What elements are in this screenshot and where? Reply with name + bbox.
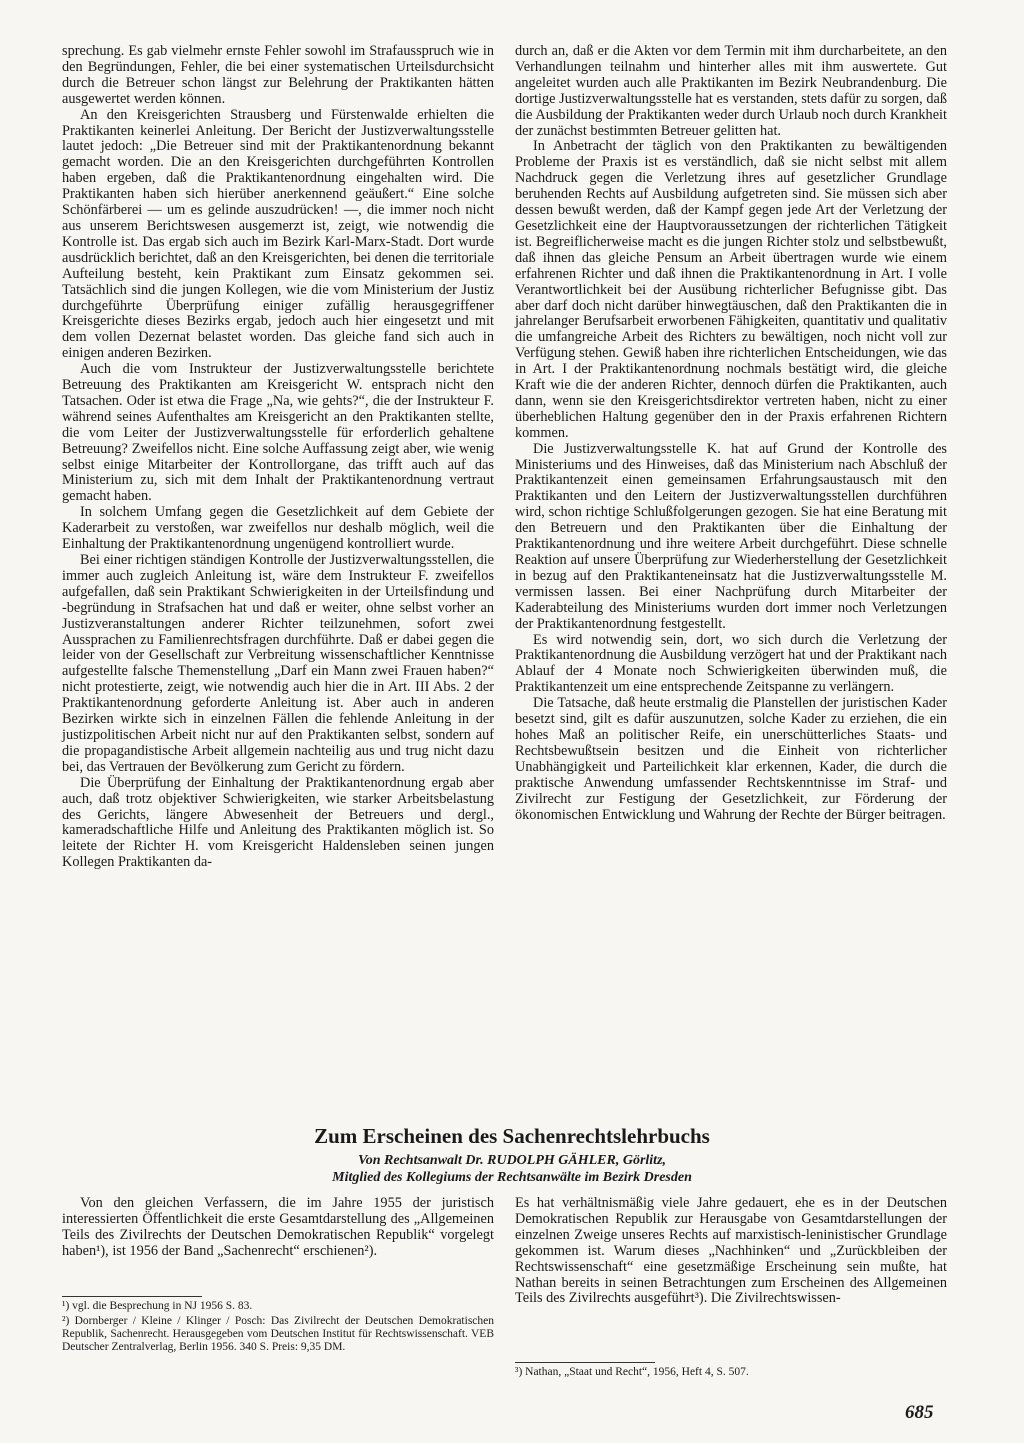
byline-affiliation: Mitglied des Kollegiums der Rechtsanwälte im Bezirk Dresden — [332, 1170, 692, 1185]
footnote: ³) Nathan, „Staat und Recht“, 1956, Heft 4, S. 507. — [515, 1366, 749, 1378]
footnotes-right — [515, 1366, 947, 1381]
paragraph: Die Justizverwaltungsstelle K. hat auf Grund der Kontrolle des Ministeriums und des Hinweises, daß das Ministerium nach Abschluß der Praktikantenzeit einen gemeinsamen Erfahrungsaustausch mit den Praktikanten und den Leitern der Justizverwaltungsstellen durchführen wird, schon richtige Schlußfolgerungen gezogen. Sie hat eine Beratung mit den Betreuern und den Praktikanten über die Einhaltung der Praktikantenordnung und ihre weitere Arbeit durchgeführt. Diese schnelle Reaktion auf unsere Überprüfung zur Wiederherstellung der Gesetzlichkeit in bezug auf den Praktikanteneinsatz hat die Justizverwaltungsstelle M. vermissen lassen. Bei einer Nachprüfung durch Mitarbeiter der Kaderabteilung des Ministeriums wurden dort immer noch Verletzungen der Praktikantenordnung festgestellt. — [515, 440, 947, 632]
article-left-column — [62, 1196, 494, 1260]
page-number: 685 — [905, 1402, 934, 1423]
paragraph: durch an, daß er die Akten vor dem Termin mit ihm durcharbeitete, an den Verhandlungen teilnahm und hinterher alles mit ihm auswertete. Gut angeleitet wurden auch alle Praktikanten im Bezirk Neubrandenburg. Die dortige Justizverwaltungsstelle hat es verstanden, stets dafür zu sorgen, daß die Ausbildung der Praktikanten weder durch Urlaub noch durch Krankheit der zunächst bestimmten Betreuer gelitten hat. — [515, 43, 947, 139]
footnotes-left — [62, 1300, 494, 1356]
right-column — [515, 44, 947, 823]
byline — [0, 1152, 1024, 1186]
paragraph: In solchem Umfang gegen die Gesetzlichkeit auf dem Gebiete der Kaderarbeit zu verstoßen, war zweifellos nur deshalb möglich, weil die Einhaltung der Praktikantenordnung ungenügend kontrolliert wurde. — [62, 504, 494, 553]
paragraph: An den Kreisgerichten Strausberg und Fürstenwalde erhielten die Praktikanten keinerlei Anleitung. Der Bericht der Justizverwaltungsstelle lautet jedoch: „Die Betreuer sind mit der Praktikantenordnung bekannt gemacht worden. Die an den Kreisgerichten durchgeführten Kontrollen haben ergeben, daß die Praktikantenordnung eingehalten wird. Die Praktikanten haben sich hierüber anerkennend geäußert.“ Eine solche Schönfärberei — um es gelinde auszudrücken! —, die immer noch nicht aus unserem Berichtswesen ausgemerzt ist, zeigt, wie notwendig die Kontrolle ist. Das ergab sich auch im Bezirk Karl-Marx-Stadt. Dort wurde ausdrücklich berichtet, daß an den Kreisgerichten, bei denen die territoriale Aufteilung besteht, kein Praktikant zum Einsatz gekommen sei. Tatsächlich sind die jungen Kollegen, wie die vom Ministerium der Justiz durchgeführte Überprüfung einiger zufällig herausgegriffener Kreisgerichte dieses Bezirks ergab, jedoch auch hier eingesetzt und mit dem vollen Dezernat belastet worden. Das gleiche fand sich auch in einigen anderen Bezirken. — [62, 106, 494, 362]
paragraph: Auch die vom Instrukteur der Justizverwaltungsstelle berichtete Betreuung des Praktikanten am Kreisgericht W. entsprach nicht den Tatsachen. Oder ist etwa die Frage „Na, wie gehts?“, die der Instrukteur F. während seines Aufenthaltes am Kreisgericht an den Praktikanten stellte, die vom Leiter der Justizverwaltungsstelle für erforderlich gehaltene Betreuung? Zweifellos nicht. Eine solche Auffassung zeigt aber, wie wenig selbst einige Mitarbeiter der Kontrollorgane, das trifft auch auf das Ministerium zu, sich mit dem Inhalt der Praktikantenordnung vertraut gemacht haben. — [62, 361, 494, 505]
paragraph: Es wird notwendig sein, dort, wo sich durch die Verletzung der Praktikantenordnung die Ausbildung verzögert hat und der Praktikant nach Ablauf der 4 Monate noch Schwierigkeiten überwinden muß, die Praktikantenzeit um eine entsprechende Zeitspanne zu verlängern. — [515, 631, 947, 696]
footnote: ¹) vgl. die Besprechung in NJ 1956 S. 83. — [62, 1300, 253, 1312]
paragraph: Bei einer richtigen ständigen Kontrolle der Justizverwaltungsstellen, die immer auch zugleich Anleitung ist, wäre dem Instrukteur F. zweifellos aufgefallen, daß sein Praktikant Schwierigkeiten in der Urteilsfindung und -begründung in Strafsachen hat und daß er weiter, ohne selbst vorher an Justizveranstaltungen anderer Richter teilzunehmen, sofort zwei Aussprachen zu Familienrechtsfragen durchführte. Daß er dabei gegen die leider von der Gesellschaft zur Verbreitung wissenschaftlicher Kenntnisse aufgestellte falsche Themenstellung „Darf ein Mann zwei Frauen haben?“ nicht protestierte, zeigt, wie notwendig auch hier die in Art. III Abs. 2 der Praktikantenordnung geforderte Anleitung ist. Aber auch in anderen Bezirken wirkte sich in einzelnen Fällen die fehlende Anleitung in der justizpolitischen Arbeit nicht nur auf den Praktikanten selbst, sondern auf die propagandistische Arbeit allgemein nachteilig aus und trug nicht dazu bei, das Vertrauen der Bevölkerung zum Gericht zu fördern. — [62, 552, 494, 775]
footnote: ²) Dornberger / Kleine / Klinger / Posch: Das Zivilrecht der Deutschen Demokratischen Republik, Sachenrecht. Herausgegeben vom Deutschen Institut für Rechtswissenschaft. VEB Deutscher Zentralverlag, Berlin 1956. 340 S. Preis: 9,35 DM. — [62, 1315, 494, 1353]
paragraph: In Anbetracht der täglich von den Praktikanten zu bewältigenden Probleme der Praxis ist es verständlich, daß sie nicht selbst mit allem Nachdruck gegen die Verletzung ihres auf gesetzlicher Grundlage beruhenden Rechts auf Ausbildung aufgetreten sind. Sie müssen sich aber dessen bewußt werden, daß der Kampf gegen jede Art der Verletzung der Gesetzlichkeit eine der Hauptvoraussetzungen der richterlichen Tätigkeit ist. Begreiflicherweise macht es die jungen Richter stolz und selbstbewußt, daß ihnen das gleiche Pensum an Arbeit übertragen wurde wie einem erfahrenen Richter und daß ihnen die Praktikantenordnung in Art. I volle Verantwortlichkeit bei der Ausübung richterlicher Befugnisse gibt. Das aber darf doch nicht darüber hinwegtäuschen, daß den Praktikanten die in jahrelanger Berufsarbeit erworbenen Fähigkeiten, quantitativ und qualitativ die umfangreiche Arbeit des Richters zu bewältigen, noch nicht voll zur Verfügung stehen. Gewiß haben ihre richterlichen Entscheidungen, wie das in Art. I der Praktikantenordnung nochmals bestätigt wird, die gleiche Kraft wie die der anderen Richter, dennoch dürfen die Praktikanten, auch dann, wenn sie den Kreisgerichtsdirektor vertreten haben, nicht zu einer überheblichen Haltung gegenüber den in der Praxis erfahrenen Richtern kommen. — [515, 138, 947, 441]
byline-author: Von Rechtsanwalt Dr. RUDOLPH GÄHLER, Görlitz, — [357, 1153, 667, 1168]
paragraph: Die Überprüfung der Einhaltung der Praktikantenordnung ergab aber auch, daß trotz objektiver Schwierigkeiten, wie starker Arbeitsbelastung des Gerichts, längere Abwesenheit der Betreuers und dergl., kameradschaftliche Hilfe und Anleitung des Praktikanten möglich ist. So leitete der Richter H. vom Kreisgericht Haldensleben seinen jungen Kollegen Praktikanten da- — [62, 774, 494, 871]
footnote-rule — [515, 1362, 655, 1363]
paragraph: Es hat verhältnismäßig viele Jahre gedauert, ehe es in der Deutschen Demokratischen Republik zur Herausgabe von Gesamtdarstellungen der einzelnen Zweige unseres Rechts auf marxistisch-leninistischer Grundlage gekommen ist. Warum dieses „Nachhinken“ und „Zurückbleiben der Rechtswissenschaft“ eine gesetzmäßige Erscheinung sein mußte, hat Nathan bereits in seinen Betrachtungen zum Erscheinen des Allgemeinen Teils des Zivilrechts ausgeführt³). Die Zivilrechtswissen- — [515, 1195, 947, 1307]
paragraph: Die Tatsache, daß heute erstmalig die Planstellen der juristischen Kader besetzt sind, gilt es dafür auszunutzen, solche Kader zu erziehen, die ein hohes Maß an politischer Reife, ein unerschütterliches Staats- und Rechtsbewußtsein besitzen und die Einheit von richterlicher Unabhängigkeit und Parteilichkeit klar erkennen, Kader, die durch die praktische Anwendung umfassender Rechtskenntnisse im Straf- und Zivilrecht zur Festigung der Gesetzlichkeit, zur Förderung der ökonomischen Entwicklung und Wahrung der Rechte der Bürger beitragen. — [515, 695, 947, 823]
footnote-rule — [62, 1296, 202, 1297]
left-column — [62, 44, 494, 871]
paragraph: Von den gleichen Verfassern, die im Jahre 1955 der juristisch interessierten Öffentlichkeit die erste Gesamtdarstellung des „Allgemeinen Teils des Zivilrechts der Deutschen Demokratischen Republik“ vorgelegt haben¹), ist 1956 der Band „Sachenrecht“ erschienen²). — [62, 1195, 494, 1259]
paragraph: sprechung. Es gab vielmehr ernste Fehler sowohl im Strafausspruch wie in den Begründungen, Fehler, die bei einer systematischen Urteilsdurchsicht durch die Betreuer schon längst zur Belehrung der Praktikanten hätten ausgewertet werden können. — [62, 43, 494, 107]
article-right-column — [515, 1196, 947, 1307]
article-title: Zum Erscheinen des Sachenrechtslehrbuchs — [314, 1124, 710, 1148]
